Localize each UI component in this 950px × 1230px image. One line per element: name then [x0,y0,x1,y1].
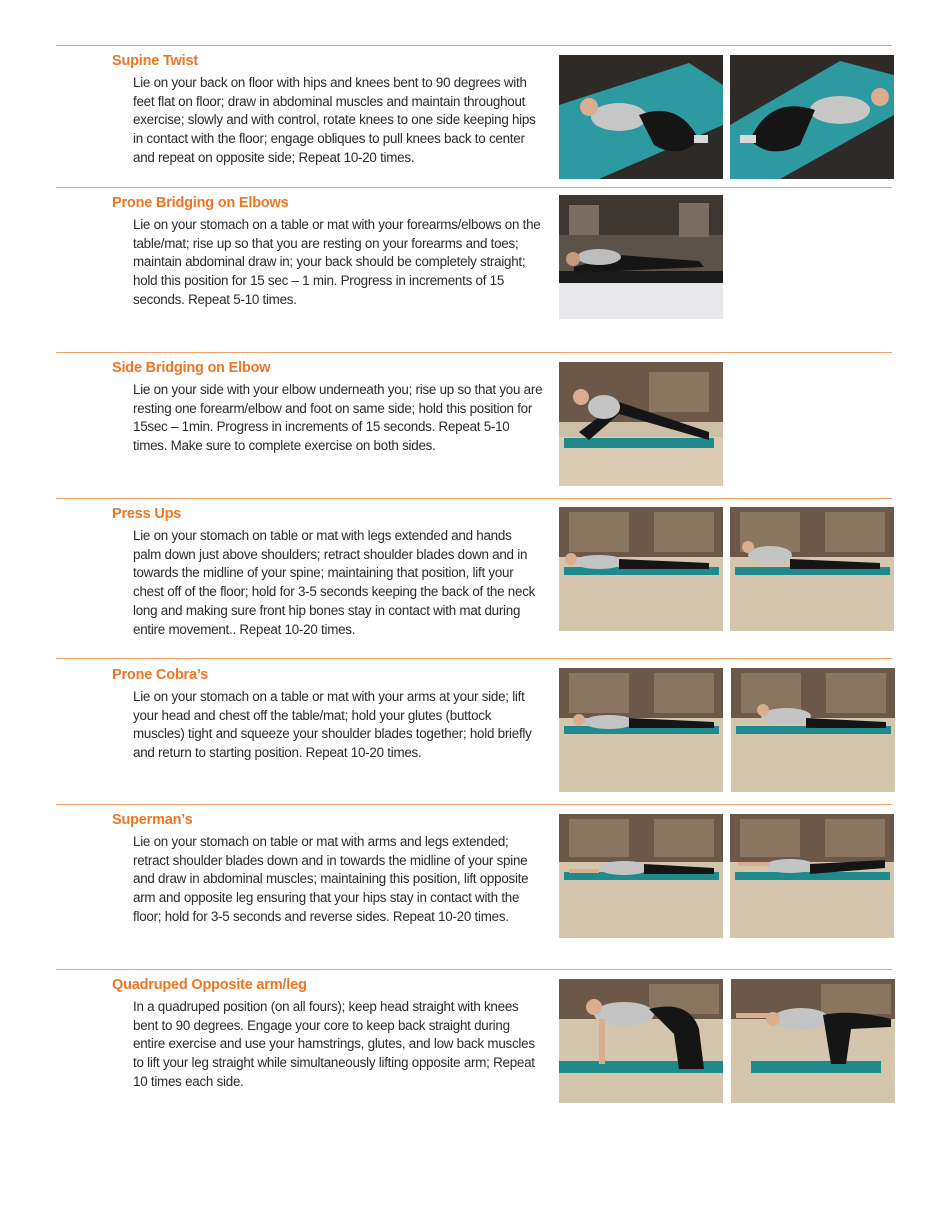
exercise-title: Supine Twist [112,53,198,69]
section-divider [56,658,892,659]
exercise-description: Lie on your stomach on table or mat with arms and legs extended; retract shoulder blades down and in towards the midline of your spine and draw in abdominal muscles; maintaining this position, lift opposite arm and opposite leg ensuring that your hips stay in contact with the floor; hold for 3-5 seconds and reverse sides. Repeat 10-20 times. [133,834,529,924]
section-divider [56,969,892,970]
quadruped-start-photo [559,979,723,1103]
press-up-start-photo [559,507,723,631]
supine-twist-right-photo [730,55,894,179]
exercise-title: Press Ups [112,506,182,522]
section-divider [56,45,892,46]
cobra-lift-photo [731,668,895,792]
exercise-description: Lie on your stomach on table or mat with legs extended and hands palm down just above shoulders; retract shoulder blades down and in towards the midline of your spine; maintaining that position, lift your chest off of the floor; hold for 3-5 seconds keeping the back of the neck long and making sure front hip bones stay in contact with mat during entire movement.. Repeat 10-20 times. [133,528,536,637]
exercise-title: Prone Cobra’s [112,667,208,683]
superman-start-photo [559,814,723,938]
superman-lift-photo [730,814,894,938]
exercise-title: Side Bridging on Elbow [112,360,271,376]
supine-twist-left-photo [559,55,723,179]
exercise-description: Lie on your side with your elbow underneath you; rise up so that you are resting one forearm/elbow and foot on same side; hold this position for 15sec – 1min. Progress in increments of 15 seconds. Repeat 5-10 times. Make sure to complete exercise on both sides. [133,382,543,454]
exercise-description: In a quadruped position (on all fours); keep head straight with knees bent to 90 degrees. Engage your core to keep back straight during entire exercise and use your hamstrings, glutes, and low back muscles to lift your leg straight while simultaneously lifting opposite arm; Repeat 10 times each side. [133,999,535,1089]
exercise-description: Lie on your back on floor with hips and knees bent to 90 degrees with feet flat on floor; draw in abdominal muscles and maintain throughout exercise; slowly and with control, rotate knees to one side keeping hips in contact with the floor; engage obliques to pull knees back to center and repeat on opposite side; Repeat 10-20 times. [133,75,536,165]
section-divider [56,352,892,353]
exercise-title: Prone Bridging on Elbows [112,195,289,211]
prone-plank-photo [559,195,723,319]
exercise-description: Lie on your stomach on a table or mat with your arms at your side; lift your head and chest off the table/mat; hold your glutes (buttock muscles) tight and squeeze your shoulder blades together; hold briefly and return to starting position. Repeat 10-20 times. [133,689,532,761]
exercise-title: Superman’s [112,812,193,828]
section-divider [56,804,892,805]
side-plank-photo [559,362,723,486]
exercise-title: Quadruped Opposite arm/leg [112,977,307,993]
section-divider [56,498,892,499]
quadruped-lift-photo [731,979,895,1103]
exercise-description: Lie on your stomach on a table or mat with your forearms/elbows on the table/mat; rise up so that you are resting on your forearms and toes; maintain abdominal draw in; your back should be completely straight; hold this position for 15 sec – 1 min. Progress in increments of 15 seconds. Repeat 5-10 times. [133,217,541,307]
press-up-lift-photo [730,507,894,631]
cobra-start-photo [559,668,723,792]
section-divider [56,187,892,188]
